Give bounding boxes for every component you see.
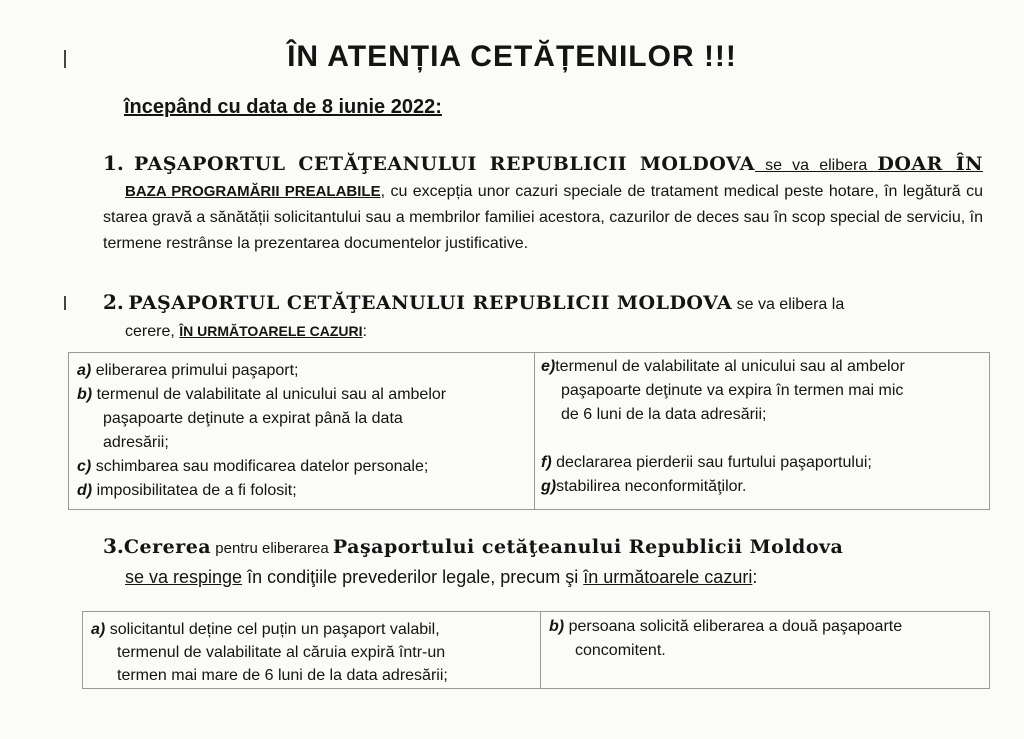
item-1-baza: BAZA PROGRAMĂRII PREALABILE [125,183,381,200]
item-1-number: 1. [103,151,124,175]
item-1-text-1: se va elibera [754,157,878,174]
item-3-cererea: Cererea [123,536,212,558]
case-b-line-3: adresării; [103,434,169,451]
item-3-text-2: în condiţiile prevederilor legale, precum şi [242,567,584,587]
item-3-pasaport: Paşaportului cetăţeanului Republicii Moldova [332,536,844,558]
reject-b-label: b) [549,618,565,635]
case-b-line-2: paşapoarte deţinute a expirat până la data [103,410,403,427]
case-b-text-1: termenul de valabilitate al unicului sau al ambelor [96,386,447,403]
rejection-left-column [83,612,541,688]
case-g-label: g) [541,478,557,495]
item-1-text-2: , cu excepția unor cazuri speciale de tratament medical peste hotare, în legătură cu starea gravă a sănătății solicitantului sau a membrilor familiei acestora, cazurilor de deces sau în scop special de serviciu, în termene restrânse la prezentarea documentelor justificative. [103,183,983,252]
margin-mark [64,296,66,310]
case-f-label: f) [541,454,552,471]
case-b-label: b) [77,386,93,403]
item-3-respinge: se va respinge [125,567,243,587]
case-a-label: a) [77,362,92,379]
item-2-colon: : [362,323,367,340]
notice-title: ÎN ATENȚIA CETĂȚENILOR !!! [287,40,737,73]
item-1 [103,150,983,257]
case-g [541,475,746,499]
item-3-number: 3. [103,534,124,558]
rejection-right-column [541,612,989,688]
item-2 [103,289,983,345]
rejection-table [82,611,990,689]
item-2-text-1: se va elibera la [732,296,845,313]
cases-right-column [535,353,989,509]
case-c-label: c) [77,458,92,475]
item-1-heading: PAŞAPORTUL CETĂŢEANULUI REPUBLICII MOLDOVA [134,153,755,175]
case-e-label: e) [541,358,556,375]
notice-subtitle: începând cu data de 8 iunie 2022: [124,96,442,118]
item-3 [103,533,983,592]
cases-table [68,352,990,510]
case-d [77,479,297,503]
reject-b-text-1: persoana solicită eliberarea a două paşapoarte [568,618,903,635]
case-d-label: d) [77,482,93,499]
item-3-text-1: pentru eliberarea [211,540,333,557]
case-f [541,451,872,475]
reject-a-text-1: solicitantul deține cel puțin un paşaport valabil, [109,621,440,638]
item-3-cazuri: în următoarele cazuri [583,567,753,587]
case-c-text: schimbarea sau modificarea datelor personale; [95,458,429,475]
case-e [541,355,905,379]
margin-mark [64,50,66,68]
item-2-heading: PAŞAPORTUL CETĂŢEANULUI REPUBLICII MOLDOVA [128,292,733,314]
reject-a-label: a) [91,621,106,638]
case-e-text-1: termenul de valabilitate al unicului sau al ambelor [555,358,905,375]
case-d-text: imposibilitatea de a fi folosit; [96,482,297,499]
reject-a-line-2: termenul de valabilitate al căruia expiră într-un [117,644,446,661]
item-1-doar: DOAR ÎN [877,153,984,175]
case-c [77,455,428,479]
item-2-cazuri: ÎN URMĂTOARELE CAZURI [179,323,363,339]
case-f-text: declararea pierderii sau furtului paşaportului; [556,454,872,471]
case-a-text: eliberarea primului paşaport; [95,362,299,379]
case-b [77,383,446,407]
reject-b-line-2: concomitent. [575,642,666,659]
item-3-colon: : [752,567,758,587]
reject-b [549,615,902,639]
case-e-line-3: de 6 luni de la data adresării; [561,406,767,423]
case-g-text: stabilirea neconformităţilor. [556,478,747,495]
item-2-number: 2. [103,290,124,314]
case-e-line-2: paşapoarte deţinute va expira în termen mai mic [561,382,904,399]
reject-a [91,618,440,642]
item-2-text-2: cerere, [125,323,180,340]
reject-a-line-3: termen mai mare de 6 luni de la data adresării; [117,667,448,684]
cases-left-column [69,353,535,509]
case-a [77,359,298,383]
